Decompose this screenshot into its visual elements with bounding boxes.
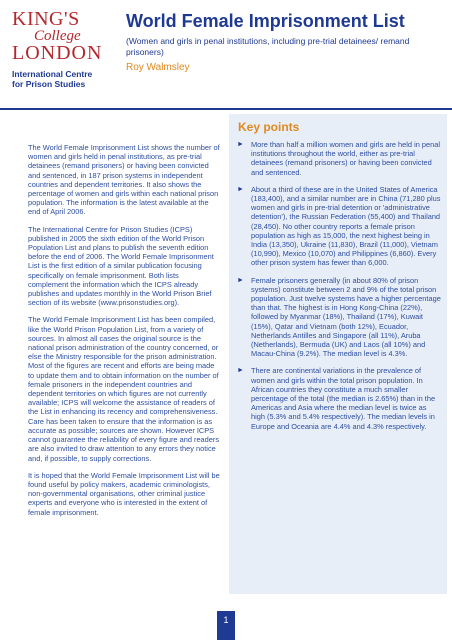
document-author: Roy Walmsley [126, 62, 190, 73]
intro-paragraph-3: The World Female Imprisonment List has been compiled, like the World Prison Population List, from a variety of sources. In almost all cases the original source is the national prison administration of the country concerned, or else the Ministry responsible for the prison administration. Most of the figures are recent and efforts are being made to update them and to obtain information on the number of female prisoners in the independent countries and dependent territories on which figures are not currently available; ICPS will welcome the assistance of readers of the List in enhancing its recency and comprehensiveness. Care has been taken to ensure that the information is as accurate as possible; sources are shown. However ICPS cannot guarantee the reliability of every figure and readers are also invited to draw attention to any errors they notice and, if possible, to supply corrections. [28, 315, 220, 463]
title-block [126, 10, 446, 73]
key-point-text: Female prisoners generally (in about 80% of prison systems) constitute between 2 and 9% of the total prison population. Just twelve systems have a higher percentage than that. The highest is in Hong Kong-China (22%), followed by Myanmar (18%), Thailand (17%), Kuwait (15%), Qatar and Vietnam (both 12%), Ecuador, Netherlands Antilles and Singapore (all 11%), Aruba (Netherlands), Bermuda (UK) and Laos (all 10%) and Macau-China (9.2%). The median level is 4.3%. [251, 275, 441, 359]
key-point-text: About a third of these are in the United States of America (183,400), and a similar number are in China (71,280 plus women and girls in pre-trial detention or 'administrative detention'), the Russian Federation (55,400) and Thailand (28,450). No other country reports a female prison population as high as 15,000, the next highest being in India (13,350), Ukraine (11,830), Brazil (11,000), Vietnam (10,990), Mexico (10,070) and Philippines (6,860). Every other prison system has fewer than 6,000. [251, 184, 441, 268]
arrow-right-icon: ► [237, 141, 244, 148]
arrow-right-icon: ► [237, 367, 244, 375]
page-header [0, 0, 452, 110]
logo-london: LONDON [12, 42, 103, 64]
intro-paragraph-4: It is hoped that the World Female Imprisonment List will be found useful by policy makers, academic criminologists, non-governmental organisations, other criminal justice experts and everyone who is interested in the extent of female imprisonment. [28, 470, 220, 517]
document-subtitle: (Women and girls in penal institutions, including pre-trial detainees/ remand prisoners) [126, 36, 410, 57]
key-points-list [237, 140, 441, 439]
header-divider [0, 108, 452, 110]
logo-college: College [34, 28, 81, 44]
logo-kings: KING'S [12, 8, 80, 30]
intro-column [28, 143, 220, 525]
key-point-text: More than half a million women and girls are held in penal institutions throughout the world, either as pre-trial detainees (remand prisoners) or having been convicted and sentenced. [251, 140, 440, 177]
centre-name [12, 69, 118, 89]
key-point-text: There are continental variations in the prevalence of women and girls within the total prison population. In African countries they constitute a much smaller percentage of the total (the median is 2.65%) than in the Americas and Asia where the median level is twice as high (5.3% and 5.4% respectively). The median levels in Europe and Oceania are 4.4% and 4.3% respectively. [251, 366, 436, 431]
arrow-right-icon: ► [237, 276, 244, 284]
centre-line-2: for Prison Studies [12, 79, 86, 89]
document-title: World Female Imprisonment List [126, 11, 405, 31]
page-number: 1 [217, 611, 235, 640]
intro-paragraph-1: The World Female Imprisonment List shows the number of women and girls held in penal institutions, as pre-trial detainees (remand prisoners) or having been convicted and sentenced, in 187 prison systems in independent countries and dependent territories. It also shows the percentage of women and girls within each national prison population. The information is the latest available at the end of April 2006. [28, 143, 220, 217]
centre-line-1: International Centre [12, 69, 93, 79]
key-points-title: Key points [238, 120, 300, 134]
key-point-item [237, 276, 441, 359]
key-point-item [237, 366, 441, 430]
key-points-panel [229, 114, 447, 594]
key-point-item [237, 185, 441, 268]
key-point-item [237, 140, 441, 177]
intro-paragraph-2: The International Centre for Prison Studies (ICPS) published in 2005 the sixth edition of the World Prison Population List and plans to publish the seventh edition before the end of 2006. The World Female Imprisonment List is the first edition of a similar publication focusing specifically on female imprisonment. Both lists complement the information which the ICPS already publishes and updates monthly in the World Prison Brief section of its website (www.prisonstudies.org). [28, 224, 214, 308]
arrow-right-icon: ► [237, 185, 244, 193]
kings-college-logo [12, 10, 118, 89]
